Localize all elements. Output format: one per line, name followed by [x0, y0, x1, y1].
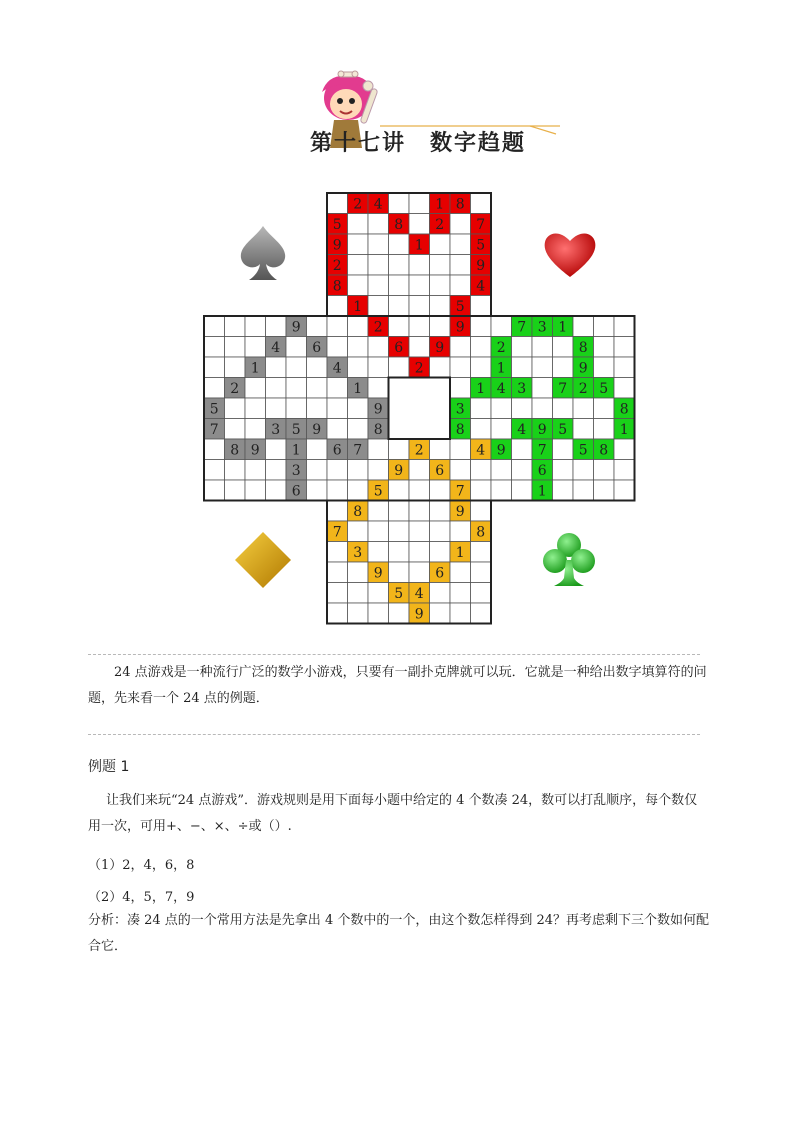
sudoku-cell	[348, 521, 369, 542]
sudoku-cell	[389, 316, 410, 337]
sudoku-cell	[307, 480, 328, 501]
middle-digit: 7	[353, 442, 363, 459]
sudoku-cell	[266, 378, 287, 399]
sudoku-cell	[471, 316, 492, 337]
sudoku-cell	[348, 214, 369, 235]
middle-digit: 1	[291, 442, 301, 459]
middle-digit: 9	[312, 421, 322, 438]
sudoku-cell	[471, 542, 492, 563]
sudoku-cell	[307, 439, 328, 460]
sudoku-cell	[409, 296, 430, 317]
top-digit: 5	[476, 237, 486, 254]
bottom-digit: 3	[353, 544, 363, 561]
sudoku-cell	[471, 193, 492, 214]
sudoku-cell	[327, 501, 348, 522]
top-digit: 7	[476, 216, 486, 233]
middle-digit: 4	[476, 442, 486, 459]
sudoku-cell	[204, 378, 225, 399]
sudoku-cell	[327, 603, 348, 624]
sudoku-cell	[471, 419, 492, 440]
flower-sudoku-puzzle	[0, 180, 794, 630]
spade-icon	[237, 224, 289, 282]
middle-digit: 5	[209, 401, 219, 418]
middle-digit: 8	[230, 442, 240, 459]
intro-paragraph: 24 点游戏是一种流行广泛的数学小游戏，只要有一副扑克牌就可以玩．它就是一种给出数字填算符的问题，先来看一个 24 点的例题．	[88, 665, 707, 706]
sudoku-cell	[225, 357, 246, 378]
sudoku-cell	[307, 378, 328, 399]
sudoku-cell	[430, 583, 451, 604]
middle-digit: 4	[517, 421, 527, 438]
sudoku-cell	[450, 234, 471, 255]
top-digit: 5	[332, 216, 342, 233]
sudoku-cell	[471, 337, 492, 358]
sudoku-cell	[348, 583, 369, 604]
sudoku-cell	[430, 296, 451, 317]
top-digit: 4	[373, 196, 383, 213]
sudoku-cell	[450, 378, 471, 399]
sudoku-cell	[430, 357, 451, 378]
middle-digit: 4	[332, 360, 342, 377]
sudoku-cell	[307, 460, 328, 481]
sudoku-cell	[409, 275, 430, 296]
sudoku-cell	[614, 480, 635, 501]
middle-digit: 8	[599, 442, 609, 459]
sudoku-cell	[286, 378, 307, 399]
sudoku-cell	[368, 542, 389, 563]
sudoku-cell	[327, 583, 348, 604]
sudoku-cell	[327, 562, 348, 583]
sudoku-cell	[368, 255, 389, 276]
sudoku-cell	[348, 603, 369, 624]
page-title: 第十七讲 数字趋题	[310, 130, 527, 156]
diamond-icon	[233, 530, 293, 590]
sudoku-cell	[245, 460, 266, 481]
middle-digit: 9	[394, 462, 404, 479]
sudoku-cell	[245, 419, 266, 440]
sudoku-cell	[450, 562, 471, 583]
sudoku-cell	[266, 439, 287, 460]
club-icon	[540, 530, 598, 588]
sudoku-cell	[245, 378, 266, 399]
sudoku-cell	[204, 357, 225, 378]
sudoku-cell	[553, 460, 574, 481]
sudoku-cell	[450, 255, 471, 276]
middle-digit: 2	[496, 339, 506, 356]
sudoku-cell	[327, 193, 348, 214]
bottom-digit: 9	[455, 503, 465, 520]
sudoku-cell	[389, 501, 410, 522]
middle-digit: 5	[578, 442, 588, 459]
sudoku-cell	[409, 542, 430, 563]
middle-digit: 9	[435, 339, 445, 356]
middle-digit: 6	[332, 442, 342, 459]
sudoku-cell	[266, 357, 287, 378]
sudoku-cell	[348, 357, 369, 378]
sudoku-cell	[471, 501, 492, 522]
sudoku-cell	[430, 439, 451, 460]
bottom-digit: 8	[476, 524, 486, 541]
sudoku-cell	[327, 460, 348, 481]
sudoku-cell	[245, 316, 266, 337]
sudoku-cell	[409, 316, 430, 337]
sudoku-cell	[368, 583, 389, 604]
problem-1: （1）2，4，6，8	[88, 858, 195, 873]
sudoku-cell	[389, 193, 410, 214]
sudoku-cell	[553, 439, 574, 460]
sudoku-cell	[225, 398, 246, 419]
sudoku-cell	[471, 480, 492, 501]
sudoku-cell	[614, 316, 635, 337]
example-heading: 例题 1	[88, 759, 130, 775]
problem-2: （2）4，5，7，9	[88, 890, 195, 905]
sudoku-cell	[594, 337, 615, 358]
sudoku-cell	[368, 337, 389, 358]
sudoku-cell	[204, 439, 225, 460]
sudoku-cell	[594, 316, 615, 337]
sudoku-cell	[409, 562, 430, 583]
middle-digit: 3	[517, 380, 527, 397]
sudoku-cell	[348, 480, 369, 501]
middle-digit: 5	[558, 421, 568, 438]
sudoku-cell	[368, 357, 389, 378]
middle-digit: 4	[496, 380, 506, 397]
sudoku-cell	[409, 337, 430, 358]
sudoku-cell	[471, 583, 492, 604]
sudoku-cell	[471, 460, 492, 481]
sudoku-cell	[471, 357, 492, 378]
middle-digit: 9	[496, 442, 506, 459]
sudoku-cell	[450, 439, 471, 460]
sudoku-cell	[389, 542, 410, 563]
sudoku-cell	[430, 480, 451, 501]
sudoku-cell	[573, 419, 594, 440]
middle-digit: 3	[455, 401, 465, 418]
sudoku-cell	[389, 439, 410, 460]
sudoku-cell	[430, 603, 451, 624]
sudoku-cell	[594, 398, 615, 419]
sudoku-cell	[491, 460, 512, 481]
dashed-divider	[88, 654, 700, 655]
middle-digit: 1	[353, 380, 363, 397]
sudoku-box-border	[389, 378, 451, 440]
sudoku-cell	[327, 480, 348, 501]
sudoku-cell	[245, 398, 266, 419]
sudoku-cell	[266, 460, 287, 481]
sudoku-cell	[553, 480, 574, 501]
sudoku-cell	[225, 419, 246, 440]
sudoku-cell	[389, 521, 410, 542]
sudoku-cell	[348, 316, 369, 337]
top-digit: 9	[332, 237, 342, 254]
middle-digit: 8	[619, 401, 629, 418]
sudoku-cell	[307, 398, 328, 419]
sudoku-cell	[491, 419, 512, 440]
sudoku-cell	[327, 378, 348, 399]
bottom-digit: 9	[414, 606, 424, 623]
sudoku-cell	[573, 460, 594, 481]
sudoku-cell	[348, 337, 369, 358]
sudoku-cell	[512, 398, 533, 419]
sudoku-cell	[573, 480, 594, 501]
middle-digit: 2	[414, 442, 424, 459]
middle-digit: 9	[250, 442, 260, 459]
middle-digit: 9	[291, 319, 301, 336]
sudoku-cell	[450, 603, 471, 624]
sudoku-cell	[471, 296, 492, 317]
sudoku-cell	[450, 521, 471, 542]
middle-digit: 8	[373, 421, 383, 438]
top-digit: 8	[394, 216, 404, 233]
middle-digit: 3	[291, 462, 301, 479]
middle-digit: 1	[250, 360, 260, 377]
sudoku-cell	[225, 316, 246, 337]
bottom-digit: 5	[394, 585, 404, 602]
sudoku-cell	[368, 603, 389, 624]
sudoku-cell	[204, 337, 225, 358]
sudoku-cell	[532, 398, 553, 419]
sudoku-cell	[471, 398, 492, 419]
sudoku-cell	[389, 275, 410, 296]
sudoku-cell	[204, 316, 225, 337]
sudoku-cell	[594, 460, 615, 481]
middle-digit: 9	[373, 401, 383, 418]
middle-digit: 7	[537, 442, 547, 459]
sudoku-cell	[266, 316, 287, 337]
sudoku-cell	[409, 521, 430, 542]
middle-digit: 2	[373, 319, 383, 336]
sudoku-cell	[512, 439, 533, 460]
middle-digit: 7	[558, 380, 568, 397]
sudoku-cell	[225, 337, 246, 358]
analysis-paragraph: 分析：凑 24 点的一个常用方法是先拿出 4 个数中的一个，由这个数怎样得到 24？再考虑剩下三个数如何配合它．	[88, 913, 710, 954]
sudoku-cell	[225, 480, 246, 501]
sudoku-cell	[368, 460, 389, 481]
bottom-digit: 9	[373, 565, 383, 582]
middle-digit: 5	[599, 380, 609, 397]
middle-digit: 1	[537, 483, 547, 500]
middle-digit: 6	[537, 462, 547, 479]
sudoku-cell	[450, 214, 471, 235]
dashed-divider	[88, 734, 700, 735]
sudoku-cell	[348, 460, 369, 481]
top-digit: 9	[476, 257, 486, 274]
sudoku-cell	[327, 296, 348, 317]
sudoku-cell	[532, 378, 553, 399]
sudoku-cell	[450, 275, 471, 296]
sudoku-cell	[286, 357, 307, 378]
middle-digit: 1	[496, 360, 506, 377]
sudoku-cell	[594, 480, 615, 501]
sudoku-cell	[491, 316, 512, 337]
sudoku-cell	[368, 521, 389, 542]
sudoku-cell	[266, 398, 287, 419]
sudoku-cell	[471, 603, 492, 624]
sudoku-cell	[430, 255, 451, 276]
sudoku-cell	[491, 398, 512, 419]
bottom-digit: 8	[353, 503, 363, 520]
heart-icon	[541, 229, 599, 279]
sudoku-cell	[204, 460, 225, 481]
sudoku-cell	[430, 234, 451, 255]
sudoku-cell	[348, 562, 369, 583]
middle-digit: 6	[435, 462, 445, 479]
sudoku-cell	[573, 316, 594, 337]
middle-digit: 8	[455, 421, 465, 438]
sudoku-cell	[348, 275, 369, 296]
sudoku-cell	[389, 234, 410, 255]
top-digit: 1	[353, 298, 363, 315]
sudoku-cell	[348, 255, 369, 276]
rules-paragraph: 让我们来玩“24 点游戏”．游戏规则是用下面每小题中给定的 4 个数凑 24，数可以打乱顺序，每个数仅用一次，可用+、−、×、÷或（）.	[88, 793, 698, 834]
sudoku-cell	[430, 521, 451, 542]
sudoku-cell	[327, 316, 348, 337]
middle-digit: 6	[394, 339, 404, 356]
top-digit: 4	[476, 278, 486, 295]
sudoku-cell	[307, 316, 328, 337]
middle-digit: 9	[455, 319, 465, 336]
sudoku-cell	[594, 357, 615, 378]
sudoku-cell	[553, 398, 574, 419]
sudoku-cell	[614, 357, 635, 378]
sudoku-cell	[389, 480, 410, 501]
sudoku-cell	[491, 480, 512, 501]
sudoku-cell	[327, 398, 348, 419]
sudoku-cell	[409, 480, 430, 501]
middle-digit: 7	[517, 319, 527, 336]
sudoku-cell	[389, 562, 410, 583]
top-digit: 5	[455, 298, 465, 315]
middle-digit: 9	[537, 421, 547, 438]
bottom-digit: 1	[455, 544, 465, 561]
sudoku-cell	[430, 542, 451, 563]
sudoku-cell	[553, 357, 574, 378]
top-digit: 2	[435, 216, 445, 233]
sudoku-cell	[614, 337, 635, 358]
page-header	[0, 0, 794, 170]
sudoku-cell	[409, 193, 430, 214]
sudoku-cell	[368, 275, 389, 296]
top-digit: 1	[414, 237, 424, 254]
middle-digit: 1	[476, 380, 486, 397]
sudoku-cell	[430, 275, 451, 296]
top-digit: 2	[353, 196, 363, 213]
sudoku-cell	[245, 337, 266, 358]
sudoku-cell	[614, 378, 635, 399]
sudoku-cell	[614, 460, 635, 481]
top-digit: 8	[455, 196, 465, 213]
bottom-digit: 6	[435, 565, 445, 582]
sudoku-cell	[512, 357, 533, 378]
middle-digit: 5	[373, 483, 383, 500]
top-digit: 2	[332, 257, 342, 274]
sudoku-cell	[450, 460, 471, 481]
bottom-digit: 7	[332, 524, 342, 541]
sudoku-cell	[532, 337, 553, 358]
sudoku-cell	[430, 316, 451, 337]
sudoku-cell	[614, 439, 635, 460]
sudoku-cell	[430, 501, 451, 522]
middle-digit: 2	[414, 360, 424, 377]
sudoku-cell	[327, 337, 348, 358]
middle-digit: 2	[230, 380, 240, 397]
middle-digit: 2	[578, 380, 588, 397]
sudoku-cell	[389, 296, 410, 317]
middle-digit: 5	[291, 421, 301, 438]
bottom-digit: 4	[414, 585, 424, 602]
sudoku-cell	[286, 337, 307, 358]
sudoku-cell	[368, 501, 389, 522]
sudoku-cell	[532, 357, 553, 378]
middle-digit: 6	[291, 483, 301, 500]
top-digit: 1	[435, 196, 445, 213]
middle-digit: 9	[578, 360, 588, 377]
sudoku-cell	[368, 439, 389, 460]
sudoku-cell	[512, 480, 533, 501]
top-digit: 8	[332, 278, 342, 295]
sudoku-cell	[348, 398, 369, 419]
middle-digit: 3	[271, 421, 281, 438]
sudoku-cell	[348, 419, 369, 440]
middle-digit: 3	[537, 319, 547, 336]
sudoku-cell	[245, 480, 266, 501]
sudoku-cell	[553, 337, 574, 358]
sudoku-cell	[573, 398, 594, 419]
middle-digit: 8	[578, 339, 588, 356]
sudoku-cell	[389, 603, 410, 624]
sudoku-cell	[286, 398, 307, 419]
sudoku-cell	[266, 480, 287, 501]
sudoku-cell	[512, 337, 533, 358]
sudoku-cell	[327, 542, 348, 563]
middle-digit: 1	[558, 319, 568, 336]
sudoku-cell	[204, 480, 225, 501]
sudoku-cell	[594, 419, 615, 440]
sudoku-cell	[368, 378, 389, 399]
middle-digit: 4	[271, 339, 281, 356]
sudoku-cell	[409, 460, 430, 481]
sudoku-cell	[225, 460, 246, 481]
middle-digit: 6	[312, 339, 322, 356]
sudoku-cell	[368, 234, 389, 255]
sudoku-cell	[389, 255, 410, 276]
sudoku-cell	[512, 460, 533, 481]
sudoku-cell	[327, 419, 348, 440]
sudoku-cell	[409, 255, 430, 276]
sudoku-cell	[348, 234, 369, 255]
middle-digit: 1	[619, 421, 629, 438]
middle-digit: 7	[455, 483, 465, 500]
sudoku-cell	[450, 357, 471, 378]
sudoku-cell	[307, 357, 328, 378]
sudoku-cell	[450, 337, 471, 358]
sudoku-cell	[450, 583, 471, 604]
sudoku-cell	[389, 357, 410, 378]
sudoku-cell	[409, 214, 430, 235]
sudoku-cell	[368, 296, 389, 317]
sudoku-cell	[471, 562, 492, 583]
sudoku-cell	[409, 501, 430, 522]
middle-digit: 7	[209, 421, 219, 438]
sudoku-cell	[368, 214, 389, 235]
